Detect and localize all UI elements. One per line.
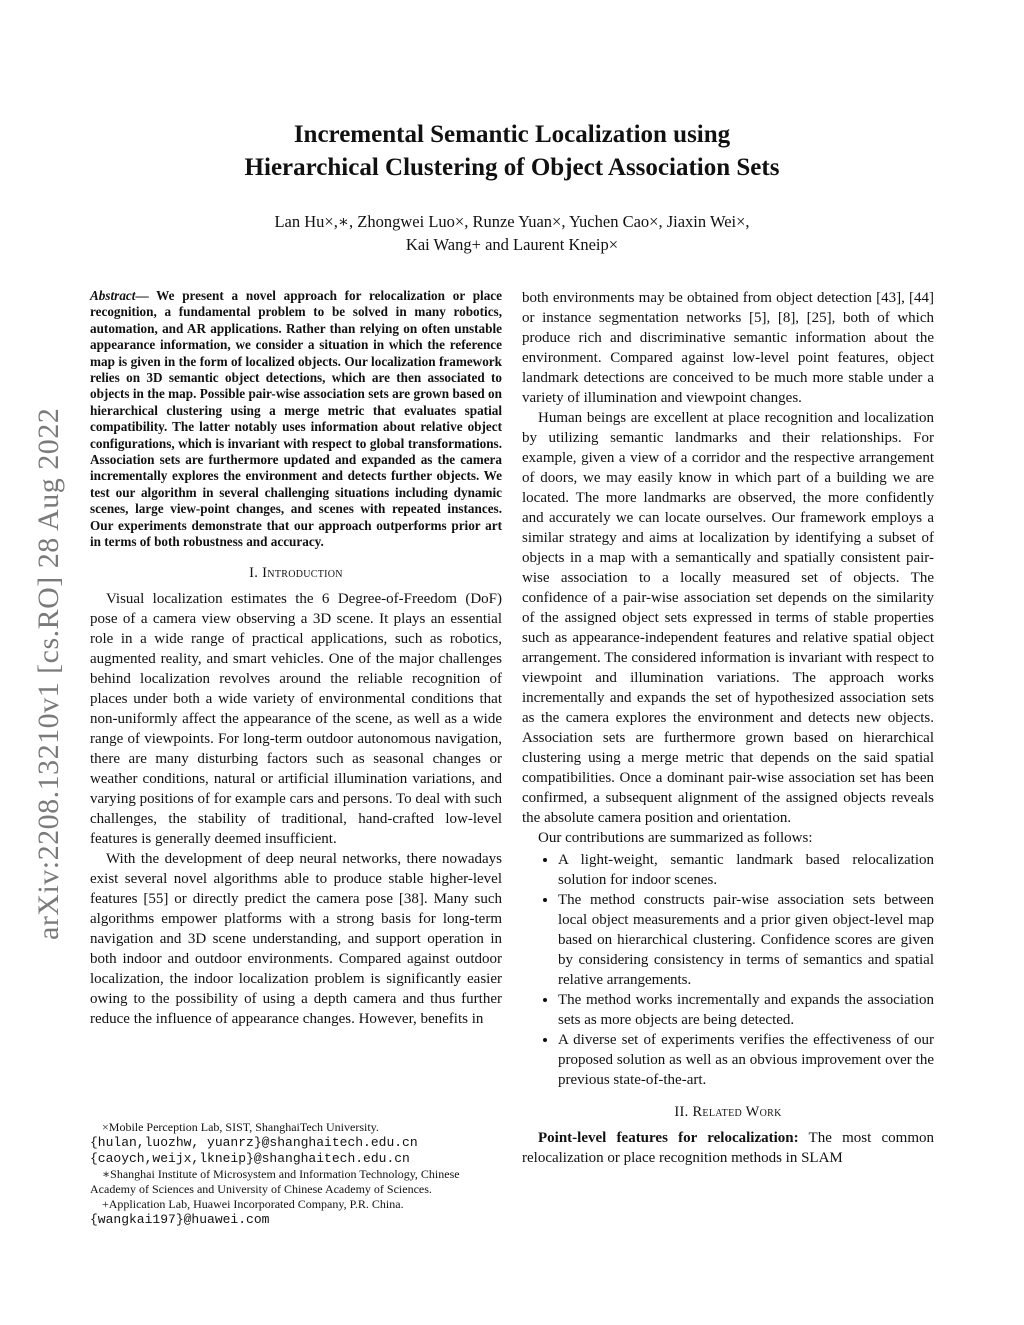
contributions-intro: Our contributions are summarized as follows:: [538, 830, 813, 846]
author-line-2: Kai Wang+ and Laurent Kneip×: [405, 235, 619, 254]
related-work-paragraph: [522, 1128, 934, 1168]
paper-title-line-1: Incremental Semantic Localization using: [293, 121, 731, 148]
body-paragraph-human-beings: Human beings are excellent at place recognition and localization by utilizing semantic landmarks and their relationships. For example, given a view of a corridor and the respective arrangement of doors, we may easily know in which part of a building we are located. The more landmarks are observed, the more confidently and accurately we can locate ourselves. Our framework employs a similar strategy and aims at localization by identifying a subset of objects in a map with a semantically and spatially consistent pair-wise association to a locally measured set of objects. The confidence of a pair-wise association set depends on the similarity of the assigned object sets expressed in terms of stable properties such as appearance-independent features and relative spatial object arrangement. The considered information is invariant with respect to viewpoint and illumination variations. The approach works incrementally and expands the set of hypothesized association sets as the camera explores the environment and detects new objects. Association sets are furthermore grown based on hierarchical clustering using a merge metric that depends on the said spatial compatibilities. Once a dominant pair-wise association set has been confirmed, a subsequent alignment of the assigned objects reveals the absolute camera position and orientation.: [522, 410, 934, 826]
author-list: [0, 210, 1024, 256]
list-item: • A light-weight, semantic landmark based relocalization solution for indoor scenes.: [558, 850, 934, 890]
section-number: II.: [674, 1104, 689, 1120]
footnotes: [90, 1120, 502, 1228]
right-column: [522, 288, 934, 1168]
email-line-1: {hulan,luozhw, yuanrz}@shanghaitech.edu.cn: [90, 1135, 418, 1150]
related-work-text: The most common relocalization or place recognition methods in SLAM: [522, 1130, 934, 1166]
abstract-label: Abstract: [90, 288, 136, 303]
paper-title-line-2: Hierarchical Clustering of Object Association Sets: [244, 154, 780, 181]
section-title: Introduction: [262, 564, 343, 581]
contributions-list: [522, 850, 934, 1090]
section-number: I.: [249, 564, 259, 581]
abstract: [90, 288, 502, 551]
section-heading-related-work: [522, 1102, 934, 1122]
email-line-2: {caoych,weijx,lkneip}@shanghaitech.edu.cn: [90, 1151, 410, 1166]
list-item: • A diverse set of experiments verifies the effectiveness of our proposed solution as well as an obvious improvement over the previous state-of-the-art.: [558, 1030, 934, 1090]
title-block: [0, 118, 1024, 184]
footnote-affiliation-2: ∗Shanghai Institute of Microsystem and Information Technology, Chinese Academy of Sciences and University of Chinese Academy of Sciences.: [90, 1167, 460, 1196]
abstract-text: — We present a novel approach for relocalization or place recognition, a fundamental problem to be solved in many robotics, automation, and AR applications. Rather than relying on often unstable appearance information, we consider a situation in which the reference map is given in the form of localized objects. Our localization framework relies on 3D semantic object detections, which are then associated to objects in the map. Possible pair-wise association sets are grown based on hierarchical clustering using a merge metric that evaluates spatial compatibility. The latter notably uses information about relative object configurations, which is invariant with respect to global transformations. Association sets are furthermore updated and expanded as the camera incrementally explores the environment and detects further objects. We test our algorithm in several challenging situations including dynamic scenes, large view-point changes, and scenes with repeated instances. Our experiments demonstrate that our approach outperforms prior art in terms of both robustness and accuracy.: [90, 288, 502, 550]
section-heading-introduction: [90, 563, 502, 583]
arxiv-stamp: arXiv:2208.13210v1 [cs.RO] 28 Aug 2022: [32, 407, 65, 940]
intro-paragraph-1: Visual localization estimates the 6 Degree-of-Freedom (DoF) pose of a camera view observing a 3D scene. It plays an essential role in a wide range of practical applications, such as robotics, augmented reality, and smart vehicles. One of the major challenges behind localization revolves around the reliable recognition of places under both a wide variety of environmental conditions that non-uniformly affect the appearance of the scene, as well as a wide range of viewpoints. For long-term outdoor autonomous navigation, there are many disturbing factors such as seasonal changes or weather conditions, natural or artificial illumination variations, and varying positions of for example cars and persons. To deal with such challenges, the stability of traditional, hand-crafted low-level features is generally deemed insufficient.: [90, 590, 502, 847]
list-item: • The method works incrementally and expands the association sets as more objects are being detected.: [558, 990, 934, 1030]
section-title: Related Work: [692, 1104, 782, 1120]
intro-paragraph-2: With the development of deep neural networks, there nowadays exist several novel algorithms able to produce stable higher-level features [55] or directly predict the camera pose [38]. Many such algorithms empower platforms with a strong basis for long-term navigation and 3D scene understanding, and support operation in both indoor and outdoor environments. Compared against outdoor localization, the indoor localization problem is significantly easier owing to the possibility of using a depth camera and thus further reduce the influence of appearance changes. However, benefits in: [90, 850, 502, 1027]
footnote-affiliation-1: ×Mobile Perception Lab, SIST, ShanghaiTech University.: [102, 1120, 379, 1134]
list-item: • The method constructs pair-wise association sets between local object measurements and a prior given object-level map based on hierarchical clustering. Confidence scores are given by considering consistency in terms of semantics and spatial relative arrangements.: [558, 890, 934, 990]
runin-heading: Point-level features for relocalization:: [538, 1130, 799, 1146]
left-column: [90, 288, 502, 1029]
email-line-3: {wangkai197}@huawei.com: [90, 1212, 270, 1227]
author-line-1: Lan Hu×,∗, Zhongwei Luo×, Runze Yuan×, Yuchen Cao×, Jiaxin Wei×,: [274, 212, 750, 231]
footnote-affiliation-3: +Application Lab, Huawei Incorporated Company, P.R. China.: [102, 1197, 404, 1211]
body-paragraph-continued: both environments may be obtained from object detection [43], [44] or instance segmentation networks [5], [8], [25], both of which produce rich and discriminative semantic information about the environment. Compared against low-level point features, object landmark detections are conceived to be much more stable under a variety of illumination and viewpoint changes.: [522, 290, 934, 406]
